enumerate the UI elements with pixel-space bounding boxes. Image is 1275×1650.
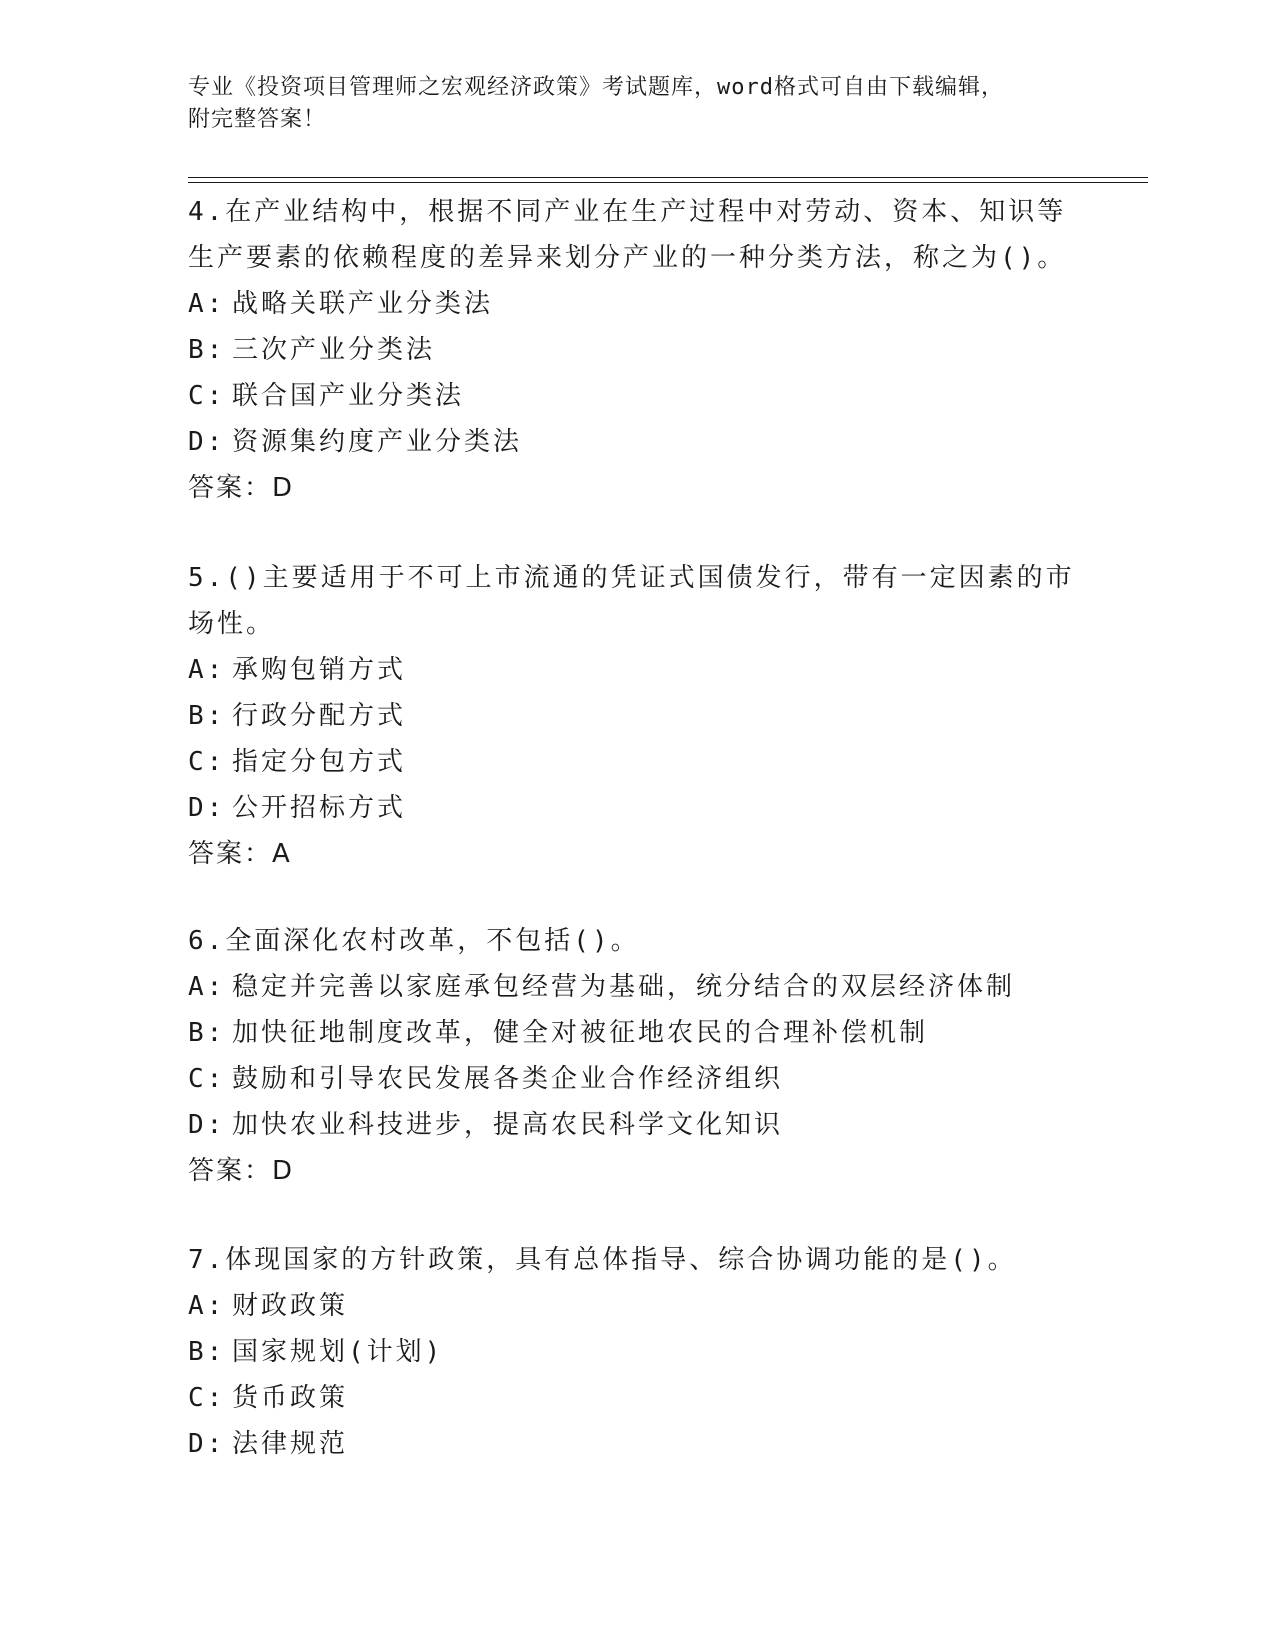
option-a [188,647,1088,693]
question-stem-line: 4.在产业结构中，根据不同产业在生产过程中对劳动、资本、知识等 [188,197,1067,227]
option-a [188,281,1088,327]
option-letter: A: [188,972,226,1002]
option-letter: A: [188,1291,226,1321]
question-stem-line: 生产要素的依赖程度的差异来划分产业的一种分类方法，称之为()。 [188,243,1067,273]
answer: 答案：D [188,473,295,503]
option-text: 货币政策 [232,1383,349,1413]
option-letter: B: [188,1018,226,1048]
option-c [188,1375,1088,1421]
header-line-2: 附完整答案！ [188,107,327,132]
option-b [188,693,1088,739]
option-letter: C: [188,381,226,411]
question-stem-line: 6.全面深化农村改革，不包括()。 [188,926,640,956]
option-text: 联合国产业分类法 [232,381,465,411]
option-letter: B: [188,701,226,731]
option-text: 战略关联产业分类法 [232,289,494,319]
answer: 答案：D [188,1156,295,1186]
option-letter: A: [188,289,226,319]
option-letter: B: [188,335,226,365]
option-b [188,1329,1088,1375]
option-letter: C: [188,1064,226,1094]
question-stem-line: 7.体现国家的方针政策，具有总体指导、综合协调功能的是()。 [188,1245,1017,1275]
option-text: 指定分包方式 [232,747,407,777]
header-line-1: 专业《投资项目管理师之宏观经济政策》考试题库，word格式可自由下载编辑， [188,75,1004,100]
option-c [188,739,1088,785]
option-d [188,785,1088,831]
option-b [188,1010,1088,1056]
question-stem-line: 5.()主要适用于不可上市流通的凭证式国债发行，带有一定因素的市 [188,563,1075,593]
question-6 [188,918,1088,1194]
option-text: 稳定并完善以家庭承包经营为基础，统分结合的双层经济体制 [232,972,1016,1002]
answer: 答案：A [188,839,292,869]
option-c [188,1056,1088,1102]
option-text: 资源集约度产业分类法 [232,427,523,457]
option-c [188,373,1088,419]
header-divider-top [188,177,1148,178]
option-letter: D: [188,1429,226,1459]
option-letter: D: [188,427,226,457]
option-a [188,964,1088,1010]
question-4 [188,189,1088,511]
document-header [188,72,1148,136]
option-text: 三次产业分类法 [232,335,436,365]
option-text: 财政政策 [232,1291,349,1321]
option-text: 公开招标方式 [232,793,407,823]
option-letter: A: [188,655,226,685]
option-text: 法律规范 [232,1429,349,1459]
option-text: 行政分配方式 [232,701,407,731]
option-text: 国家规划(计划) [232,1337,444,1367]
option-text: 鼓励和引导农民发展各类企业合作经济组织 [232,1064,784,1094]
option-text: 加快农业科技进步，提高农民科学文化知识 [232,1110,784,1140]
question-5 [188,555,1088,877]
option-letter: D: [188,793,226,823]
header-divider-bottom [188,182,1148,183]
option-d [188,1421,1088,1467]
question-7 [188,1237,1088,1467]
option-b [188,327,1088,373]
option-d [188,1102,1088,1148]
option-letter: B: [188,1337,226,1367]
option-a [188,1283,1088,1329]
option-text: 承购包销方式 [232,655,407,685]
option-letter: D: [188,1110,226,1140]
option-letter: C: [188,1383,226,1413]
question-stem-line: 场性。 [188,609,276,639]
option-text: 加快征地制度改革，健全对被征地农民的合理补偿机制 [232,1018,929,1048]
option-letter: C: [188,747,226,777]
option-d [188,419,1088,465]
